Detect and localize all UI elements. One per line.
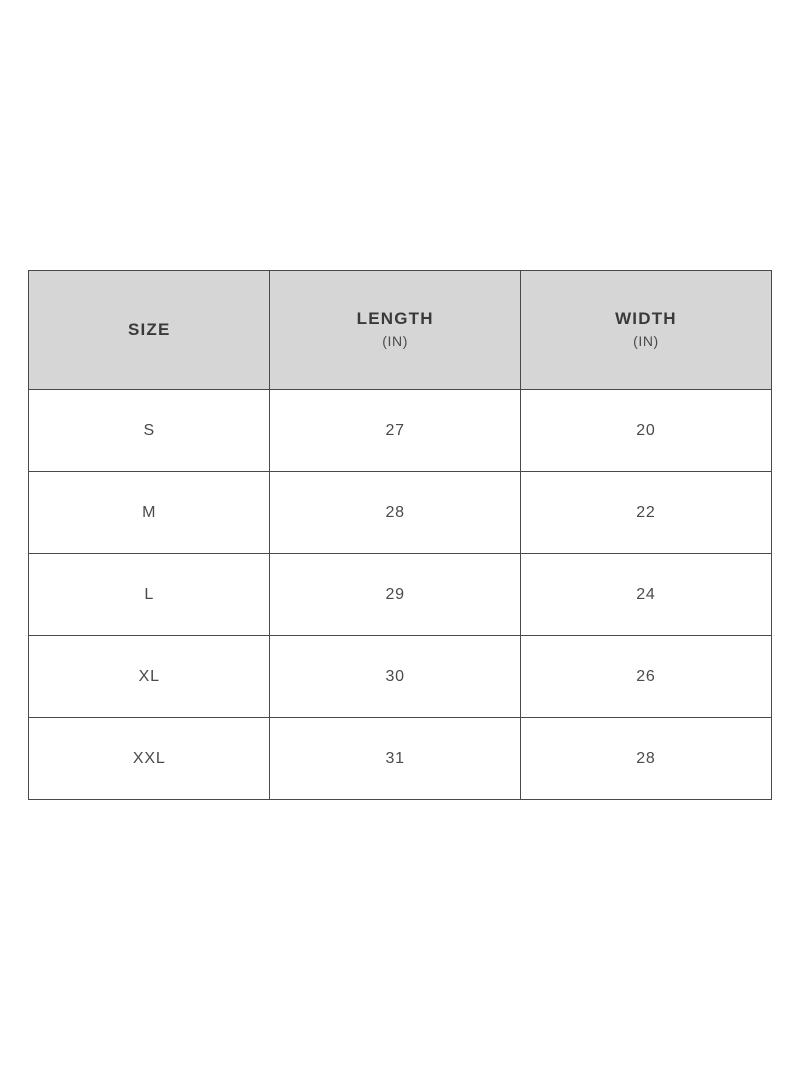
column-header-length-label: LENGTH — [356, 309, 434, 329]
cell-width: 24 — [520, 554, 771, 636]
cell-length: 28 — [270, 472, 520, 554]
cell-size: M — [29, 472, 270, 554]
table-row — [29, 636, 772, 718]
column-header-width — [520, 271, 771, 390]
column-header-size-label: SIZE — [127, 319, 171, 339]
size-chart-header — [29, 271, 772, 390]
cell-length: 30 — [270, 636, 520, 718]
cell-length: 27 — [270, 390, 520, 472]
column-header-length — [270, 271, 520, 390]
cell-length: 31 — [270, 718, 520, 800]
table-row — [29, 554, 772, 636]
size-chart-table — [28, 270, 772, 800]
column-header-length-unit: (IN) — [382, 332, 409, 349]
table-header-row — [29, 271, 772, 390]
cell-width: 26 — [520, 636, 771, 718]
cell-size: L — [29, 554, 270, 636]
table-row — [29, 718, 772, 800]
cell-width: 28 — [520, 718, 771, 800]
cell-width: 20 — [520, 390, 771, 472]
cell-width: 22 — [520, 472, 771, 554]
size-chart-body — [29, 390, 772, 800]
table-row — [29, 472, 772, 554]
column-header-width-unit: (IN) — [633, 332, 659, 349]
cell-size: XL — [29, 636, 270, 718]
cell-length: 29 — [270, 554, 520, 636]
column-header-width-label: WIDTH — [615, 309, 677, 329]
cell-size: XXL — [29, 718, 270, 800]
cell-size: S — [29, 390, 270, 472]
size-chart-container — [28, 270, 772, 800]
column-header-size — [29, 271, 270, 390]
table-row — [29, 390, 772, 472]
